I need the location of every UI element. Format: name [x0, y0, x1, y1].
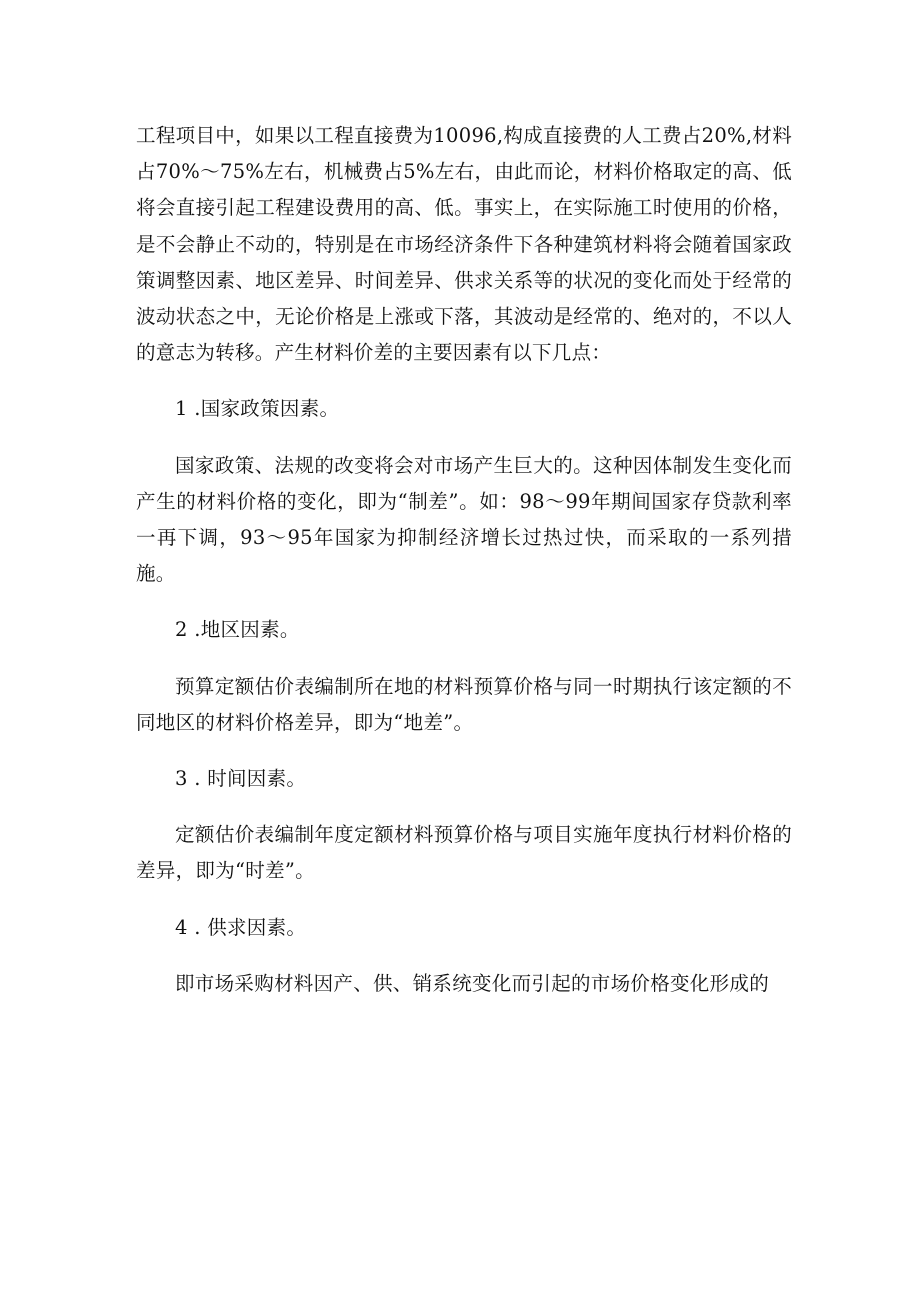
supply-paragraph: 即市场采购材料因产、供、销系统变化而引起的市场价格变化形成的 [175, 971, 770, 995]
section-heading-policy: 1 .国家政策因素。 [175, 397, 340, 421]
time-paragraph: 定额估价表编制年度定额材料预算价格与项目实施年度执行材料价格的差异，即为“时差”。 [136, 823, 792, 883]
region-paragraph: 预算定额估价表编制所在地的材料预算价格与同一时期执行该定额的不同地区的材料价格差异，即为“地差”。 [136, 674, 792, 734]
section-heading-time: 3 . 时间因素。 [175, 767, 307, 791]
section-heading-region: 2 .地区因素。 [175, 618, 300, 642]
document-body [136, 118, 792, 1002]
policy-paragraph: 国家政策、法规的改变将会对市场产生巨大的。这种因体制发生变化而产生的材料价格的变化，即为“制差”。如：98～99年期间国家存贷款利率一再下调，93～95年国家为抑制经济增长过热过快，而采取的一系列措施。 [136, 453, 792, 586]
intro-paragraph: 工程项目中，如果以工程直接费为10096,构成直接费的人工费占20%,材料占70%～75%左右，机械费占5%左右，由此而论，材料价格取定的高、低将会直接引起工程建设费用的高、低。事实上，在实际施工时使用的价格，是不会静止不动的，特别是在市场经济条件下各种建筑材料将会随着国家政策调整因素、地区差异、时间差异、供求关系等的状况的变化而处于经常的波动状态之中，无论价格是上涨或下落，其波动是经常的、绝对的，不以人的意志为转移。产生材料价差的主要因素有以下几点： [136, 124, 792, 365]
section-heading-supply: 4 . 供求因素。 [175, 915, 307, 939]
